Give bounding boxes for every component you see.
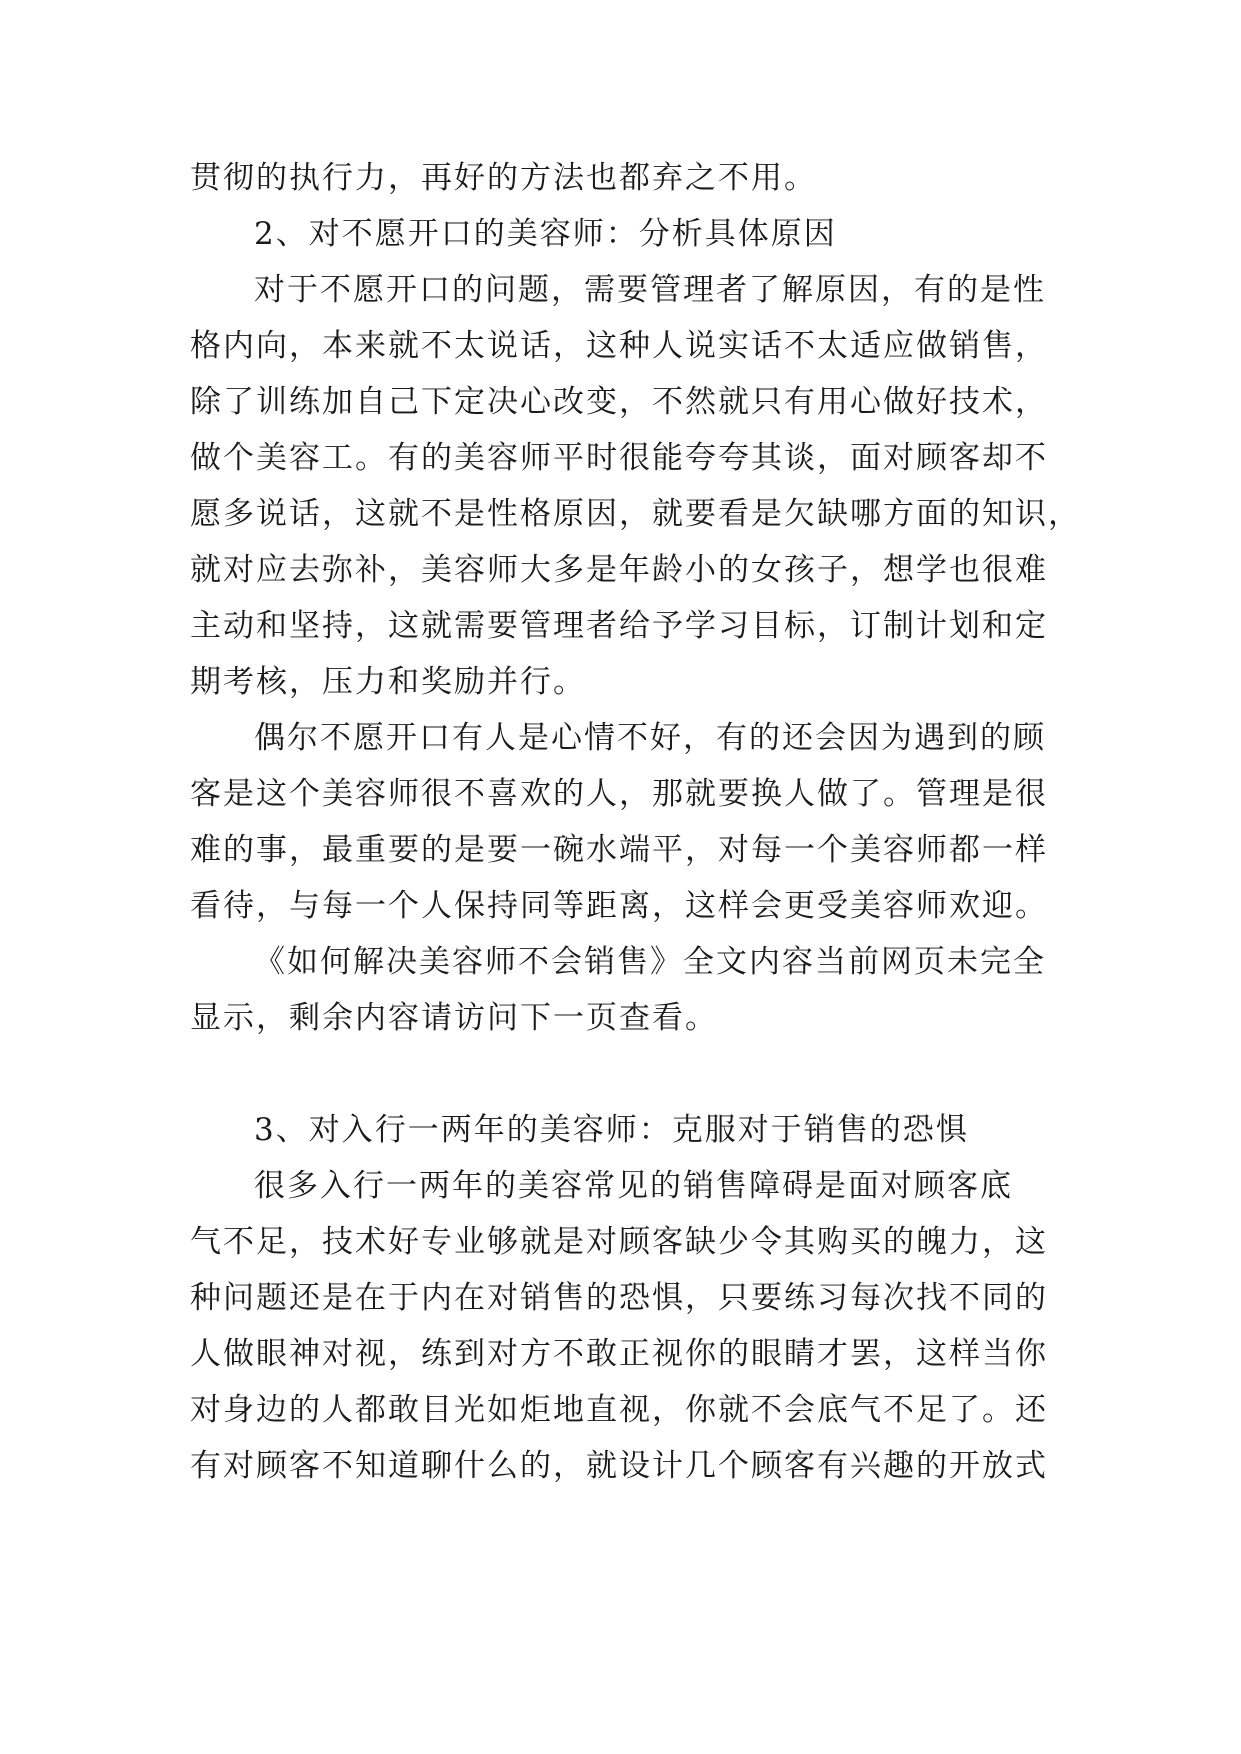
notice-line: 显示，剩余内容请访问下一页查看。 <box>190 1000 718 1036</box>
paragraph-line: 愿多说话，这就不是性格原因，就要看是欠缺哪方面的知识， <box>190 496 1081 532</box>
paragraph-line: 有对顾客不知道聊什么的，就设计几个顾客有兴趣的开放式 <box>190 1448 1048 1484</box>
paragraph-line: 做个美容工。有的美容师平时很能夸夸其谈，面对顾客却不 <box>190 440 1048 476</box>
document-body <box>190 150 1081 1494</box>
paragraph-line: 就对应去弥补，美容师大多是年龄小的女孩子，想学也很难 <box>190 552 1048 588</box>
paragraph-line: 很多入行一两年的美容常见的销售障碍是面对顾客底 <box>254 1168 1013 1204</box>
paragraph-line: 对于不愿开口的问题，需要管理者了解原因，有的是性 <box>254 272 1046 308</box>
paragraph-line: 客是这个美容师很不喜欢的人，那就要换人做了。管理是很 <box>190 776 1048 812</box>
paragraph-line: 格内向，本来就不太说话，这种人说实话不太适应做销售， <box>190 328 1048 364</box>
section-heading: 2、对不愿开口的美容师：分析具体原因 <box>254 216 837 252</box>
paragraph-line: 除了训练加自己下定决心改变，不然就只有用心做好技术， <box>190 384 1048 420</box>
paragraph-line: 气不足，技术好专业够就是对顾客缺少令其购买的魄力，这 <box>190 1224 1048 1260</box>
paragraph-line: 难的事，最重要的是要一碗水端平，对每一个美容师都一样 <box>190 832 1048 868</box>
paragraph-line: 人做眼神对视，练到对方不敢正视你的眼睛才罢，这样当你 <box>190 1336 1048 1372</box>
paragraph-line: 贯彻的执行力，再好的方法也都弃之不用。 <box>190 160 817 196</box>
paragraph-line: 主动和坚持，这就需要管理者给予学习目标，订制计划和定 <box>190 608 1048 644</box>
paragraph-line: 种问题还是在于内在对销售的恐惧，只要练习每次找不同的 <box>190 1280 1048 1316</box>
paragraph-gap <box>190 1046 1060 1102</box>
paragraph-line: 看待，与每一个人保持同等距离，这样会更受美容师欢迎。 <box>190 888 1048 924</box>
paragraph-line: 期考核，压力和奖励并行。 <box>190 664 586 700</box>
paragraph-line: 偶尔不愿开口有人是心情不好，有的还会因为遇到的顾 <box>254 720 1046 756</box>
notice-line: 《如何解决美容师不会销售》全文内容当前网页未完全 <box>254 944 1046 980</box>
section-heading: 3、对入行一两年的美容师：克服对于销售的恐惧 <box>254 1112 969 1148</box>
paragraph-line: 对身边的人都敢目光如炬地直视，你就不会底气不足了。还 <box>190 1392 1048 1428</box>
